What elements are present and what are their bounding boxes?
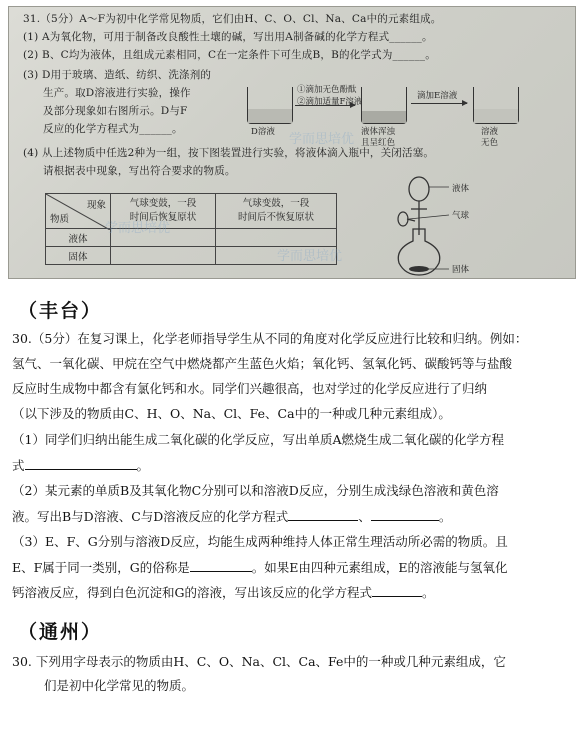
fengtai-line-6-text: 式 (12, 458, 25, 473)
table-header-phenomenon: 现象 (86, 200, 106, 211)
q31-line-3: (2) B、C均为液体，且组成元素相同，C在一定条件下可生成B，B的化学式为______。 (23, 49, 436, 61)
table-col-1-line-2: 时间后恢复原状 (129, 212, 197, 223)
label-step-1: ①滴加无色酚酞 (297, 85, 357, 95)
answer-blank[interactable] (288, 508, 358, 521)
answer-blank[interactable] (372, 584, 422, 597)
tongzhou-line-2: 们是初中化学常见的物质。 (44, 678, 195, 693)
fengtai-line-2: 氢气、一氧化碳、甲烷在空气中燃烧都产生蓝色火焰；氧化钙、氢氧化钙、碳酸钙等与盐酸 (12, 356, 513, 371)
arrow-step-3 (411, 103, 467, 104)
flask-label-solid: 固体 (452, 265, 470, 275)
table-col-2-line-1: 气球变鼓，一段 (242, 198, 310, 209)
fengtai-line-6-end: 。 (136, 458, 150, 473)
fengtai-line-8 (12, 508, 451, 525)
table-col-1-line-1: 气球变鼓，一段 (129, 198, 197, 209)
fengtai-line-4: （以下涉及的物质由C、H、O、Na、Cl、Fe、Ca中的一种或几种元素组成）。 (12, 406, 451, 421)
fengtai-line-9: （3）E、F、G分别与溶液D反应，均能生成两种维持人体正常生理活动所必需的物质。且 (12, 534, 508, 549)
table-header-substance: 物质 (50, 214, 70, 225)
fengtai-line-11-text: 钙溶液反应，得到白色沉淀和G的溶液，写出该反应的化学方程式 (12, 585, 372, 600)
label-step-2: ②滴加适量F溶液 (297, 97, 363, 107)
q31-line-8: (4) 从上述物质中任选2种为一组，按下图装置进行实验，将液体滴入瓶中，关闭活塞。 (23, 147, 435, 159)
fengtai-line-8-mid: 、 (358, 509, 371, 524)
table-row-label-liquid: 液体 (46, 229, 111, 247)
answer-blank[interactable] (371, 508, 439, 521)
tongzhou-line-1: 30. 下列用字母表示的物质由H、C、O、Na、Cl、Ca、Fe中的一种或几种元素组成，它 (12, 654, 506, 669)
answer-blank[interactable] (25, 457, 137, 470)
exam-photo (8, 6, 576, 279)
table-col-2-line-2: 时间后不恢复原状 (237, 212, 314, 223)
watermark: 学而思培优 (277, 249, 343, 264)
table-col-2-header (216, 194, 337, 229)
fengtai-line-11 (12, 584, 435, 601)
q31-line-2: (1) A为氧化物，可用于制备改良酸性土壤的碱，写出用A制备碱的化学方程式______。 (23, 31, 433, 43)
flask-label-liquid: 液体 (452, 184, 470, 194)
flask-apparatus (389, 175, 499, 279)
fengtai-line-10 (12, 559, 508, 576)
q31-line-1: 31.（5分）A～F为初中化学常见物质，它们由H、C、O、Cl、Na、Ca中的元素组成。 (23, 13, 442, 25)
table-cell-empty (216, 229, 337, 247)
fengtai-line-10-a: E、F属于同一类别，G的俗称是 (12, 560, 190, 575)
fengtai-line-3: 反应时生成物中都含有氯化钙和水。同学们兴趣很高，也对学过的化学反应进行了归纳 (12, 381, 488, 396)
fengtai-line-10-b: 。如果E由四种元素组成，E的溶液能与氢氧化 (251, 560, 508, 575)
q31-line-4: (3) D用于玻璃、造纸、纺织、洗涤剂的 (23, 69, 212, 81)
flask-label-balloon: 气球 (452, 211, 470, 221)
watermark: 学而思培优 (105, 221, 171, 236)
label-middle-1: 液体浑浊 (361, 127, 396, 137)
q31-line-9: 请根据表中现象，写出符合要求的物质。 (43, 165, 236, 177)
table-corner-cell (46, 194, 111, 229)
q31-line-7: 反应的化学方程式为______。 (43, 123, 183, 135)
answer-blank[interactable] (190, 559, 252, 572)
q31-line-5: 生产。取D溶液进行实验，操作 (43, 87, 191, 99)
beaker-d-solution (247, 87, 293, 124)
fengtai-line-8-end: 。 (438, 509, 452, 524)
table-row-label-solid: 固体 (46, 247, 111, 265)
q31-line-6: 及部分现象如右图所示。D与F (43, 105, 188, 117)
label-d-solution: D溶液 (251, 127, 275, 137)
watermark: 学而思培优 (289, 132, 355, 147)
label-middle-2: 且呈红色 (361, 138, 396, 148)
table-cell-empty (111, 247, 216, 265)
fengtai-line-11-end: 。 (422, 585, 435, 600)
section-title-fengtai: （丰台） (18, 300, 103, 322)
section-title-tongzhou: （通州） (18, 621, 103, 643)
beaker-middle (361, 87, 407, 124)
fengtai-line-5: （1）同学们归纳出能生成二氧化碳的化学反应，写出单质A燃烧生成二氧化碳的化学方程 (12, 432, 504, 447)
fengtai-line-1: 30.（5分）在复习课上，化学老师指导学生从不同的角度对化学反应进行比较和归纳。例如： (12, 331, 528, 346)
label-step-3: 滴加E溶液 (417, 91, 458, 101)
fengtai-line-7: （2）某元素的单质B及其氧化物C分别可以和溶液D反应，分别生成浅绿色溶液和黄色溶 (12, 483, 499, 498)
table-row (46, 229, 337, 247)
fengtai-line-6 (12, 457, 149, 474)
label-right-2: 无色 (481, 138, 499, 148)
label-right-1: 溶液 (481, 127, 499, 137)
beaker-right (473, 87, 519, 124)
fengtai-line-8-text: 液。写出B与D溶液、C与D溶液反应的化学方程式 (12, 509, 289, 524)
